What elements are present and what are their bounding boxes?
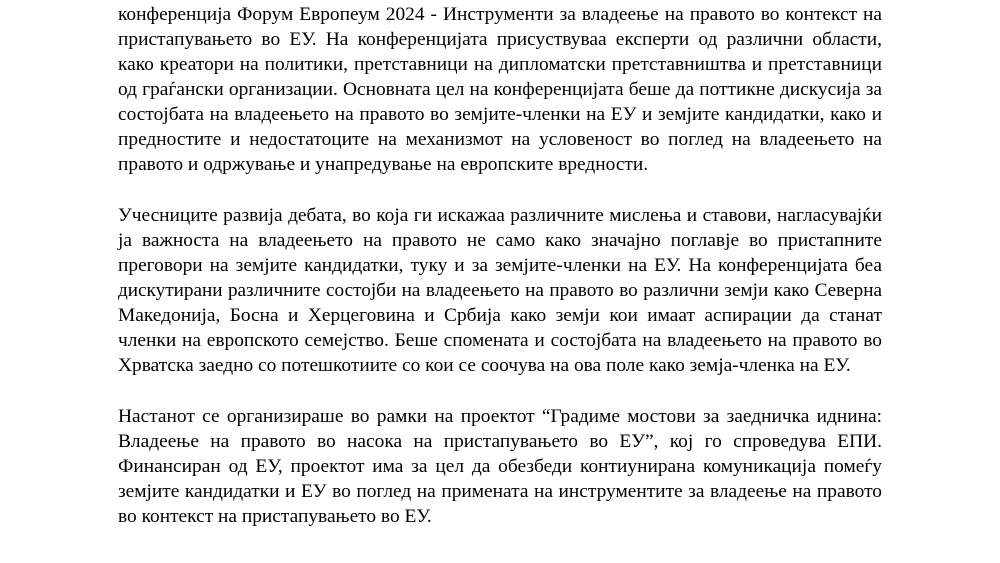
paragraph-2-line-4: дискутирани различните состојби на владеењето на правото во различни земји како Северна: [118, 280, 882, 301]
paragraph-1-line-2: пристапувањето во ЕУ. На конференцијата присуствуваа експерти од различни области,: [118, 29, 882, 50]
paragraph-2-line-3: преговори на земјите кандидатки, туку и за земјите-членки на ЕУ. На конференцијата беа: [118, 255, 882, 276]
paragraph-1-line-6: предностите и недостатоците на механизмот на условеност во поглед на владеењето на: [118, 129, 882, 150]
paragraph-1-line-5: состојбата на владеењето на правото во земјите-членки на ЕУ и земјите кандидатки, како и: [118, 104, 882, 125]
paragraph-1-line-3: како креатори на политики, претставници на дипломатски претставништва и претставници: [118, 54, 882, 75]
paragraph-3-line-3: Финансиран од ЕУ, проектот има за цел да обезбеди контиунирана комуникација помеѓу: [118, 456, 882, 477]
paragraph-1-line-4: од граѓански организации. Основната цел на конференцијата беше да поттикне дискусија за: [118, 79, 882, 100]
paragraph-2-line-5: Македонија, Босна и Херцеговина и Србија како земји кои имаат аспирации да станат: [118, 305, 882, 326]
paragraph-3-line-5: во контекст на пристапувањето во ЕУ.: [118, 506, 432, 527]
paragraph-2-line-1: Учесниците развија дебата, во која ги искажаа различните мислења и ставови, нагласувајќи: [118, 205, 882, 226]
paragraph-3-line-1: Настанот се организираше во рамки на проектот “Градиме мостови за заедничка иднина:: [118, 406, 882, 427]
paragraph-2-line-7: Хрватска заедно со потешкотиите со кои се соочува на ова поле како земја-членка на ЕУ.: [118, 355, 851, 376]
paragraph-3-line-2: Владеење на правото во насока на пристапувањето во ЕУ”, кој го спроведува ЕПИ.: [118, 431, 882, 452]
paragraph-2-line-2: ја важноста на владеењето на правото не само како значајно поглавје во пристапните: [118, 230, 882, 251]
paragraph-1-line-7: правото и одржување и унапредување на европските вредности.: [118, 154, 649, 175]
paragraph-1-line-1: конференција Форум Европеум 2024 - Инструменти за владеење на правото во контекст на: [118, 4, 882, 25]
paragraph-3-line-4: земјите кандидатки и ЕУ во поглед на примената на инструментите за владеење на правото: [118, 481, 882, 502]
paragraph-2-line-6: членки на европското семејство. Беше спомената и состојбата на владеењето на правото во: [118, 330, 882, 351]
